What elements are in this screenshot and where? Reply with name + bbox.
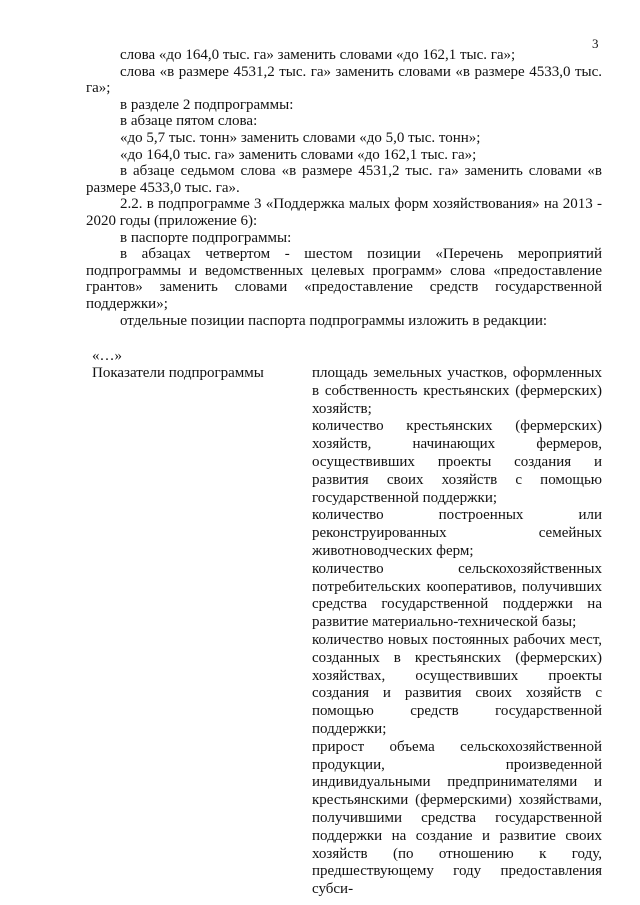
paragraph: отдельные позиции паспорта подпрограммы изложить в редакции: bbox=[120, 312, 548, 329]
paragraph: в паспорте подпрограммы: bbox=[120, 229, 292, 246]
paragraph: 2.2. в подпрограмме 3 «Поддержка малых форм хозяйствования» на 2013 - 2020 годы (приложение 6): bbox=[86, 196, 602, 229]
body-text bbox=[86, 47, 602, 329]
paragraph: «до 164,0 тыс. га» заменить словами «до 162,1 тыс. га»; bbox=[120, 146, 477, 163]
indicator-item: количество сельскохозяйственных потребительских кооперативов, получивших средства государственной поддержки на развитие материально-технической базы; bbox=[312, 560, 602, 631]
paragraph: слова «в размере 4531,2 тыс. га» заменить словами «в размере 4533,0 тыс. га»; bbox=[86, 63, 602, 97]
indicator-item: площадь земельных участков, оформленных в собственность крестьянских (фермерских) хозяйств; bbox=[312, 365, 602, 417]
passport-row-values bbox=[312, 365, 602, 899]
page-number: 3 bbox=[592, 36, 599, 51]
indicator-item: количество крестьянских (фермерских) хозяйств, начинающих фермеров, осуществивших проекты создания и развития своих хозяйств с помощью государственной поддержки; bbox=[312, 418, 602, 506]
paragraph: слова «до 164,0 тыс. га» заменить словами «до 162,1 тыс. га»; bbox=[120, 47, 516, 63]
passport-row-label: Показатели подпрограммы bbox=[92, 365, 264, 381]
indicator-item: количество новых постоянных рабочих мест, созданных в крестьянских (фермерских) хозяйствах, осуществивших проекты создания и развития своих хозяйств с помощью средств государственной поддержки; bbox=[312, 631, 602, 737]
indicator-item: прирост объема сельскохозяйственной продукции, произведенной индивидуальными предпринимателями и крестьянскими (фермерскими) хозяйствами, получившими средства государственной поддержки на создание и развитие своих хозяйств (по отношению к году, предшествующему году предоставления субси- bbox=[312, 738, 602, 898]
paragraph: в разделе 2 подпрограммы: bbox=[120, 96, 294, 113]
paragraph: «до 5,7 тыс. тонн» заменить словами «до 5,0 тыс. тонн»; bbox=[120, 129, 481, 146]
paragraph: в абзаце пятом слова: bbox=[120, 113, 258, 130]
paragraph: в абзацах четвертом - шестом позиции «Перечень мероприятий подпрограммы и ведомственных целевых программ» слова «предоставление грантов» заменить словами «предоставление средств государственной поддержки»; bbox=[86, 246, 602, 312]
indicator-item: количество построенных или реконструированных семейных животноводческих ферм; bbox=[312, 507, 602, 559]
quote-open-mark: «…» bbox=[92, 348, 122, 364]
paragraph: в абзаце седьмом слова «в размере 4531,2 тыс. га» заменить словами «в размере 4533,0 тыс. га». bbox=[86, 163, 602, 196]
